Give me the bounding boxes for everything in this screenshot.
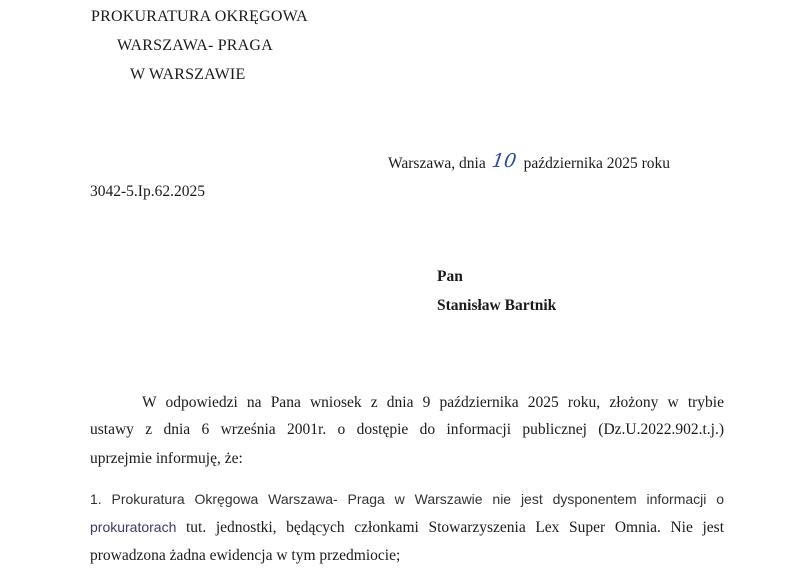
date-suffix: października 2025 roku xyxy=(523,155,671,172)
date-prefix: Warszawa, dnia xyxy=(388,155,486,172)
point1-line1 xyxy=(90,491,724,509)
point1-line2-rest: tut. jednostki, będących członkami Stowarzyszenia Lex Super Omnia. Nie jest xyxy=(186,519,724,536)
institution-name-line1: PROKURATURA OKRĘGOWA xyxy=(91,8,308,25)
institution-name-line2: WARSZAWA- PRAGA xyxy=(117,37,273,54)
body-intro-line1: W odpowiedzi na Pana wniosek z dnia 9 października 2025 roku, złożony w trybie xyxy=(142,394,724,411)
point1-line2-lead: prokuratorach xyxy=(90,519,177,535)
point1-text-a: Prokuratura Okręgowa Warszawa- Praga w Warszawie nie jest dysponentem informacji o xyxy=(111,491,724,507)
body-intro-line3: uprzejmie informuję, że: xyxy=(90,450,243,467)
handwritten-day: 10 xyxy=(490,150,518,172)
institution-name-line3: W WARSZAWIE xyxy=(130,66,246,83)
point1-number: 1. xyxy=(90,491,102,507)
body-intro-line2: ustawy z dnia 6 września 2001r. o dostępie do informacji publicznej (Dz.U.2022.902.t.j.) xyxy=(90,421,724,438)
addressee-salutation: Pan xyxy=(437,268,463,285)
reference-number: 3042-5.Ip.62.2025 xyxy=(90,183,205,200)
point1-line3: prowadzona żadna ewidencja w tym przedmiocie; xyxy=(90,547,401,564)
addressee-name: Stanisław Bartnik xyxy=(437,297,557,314)
point1-line2 xyxy=(90,519,724,537)
letter-date xyxy=(388,151,670,173)
